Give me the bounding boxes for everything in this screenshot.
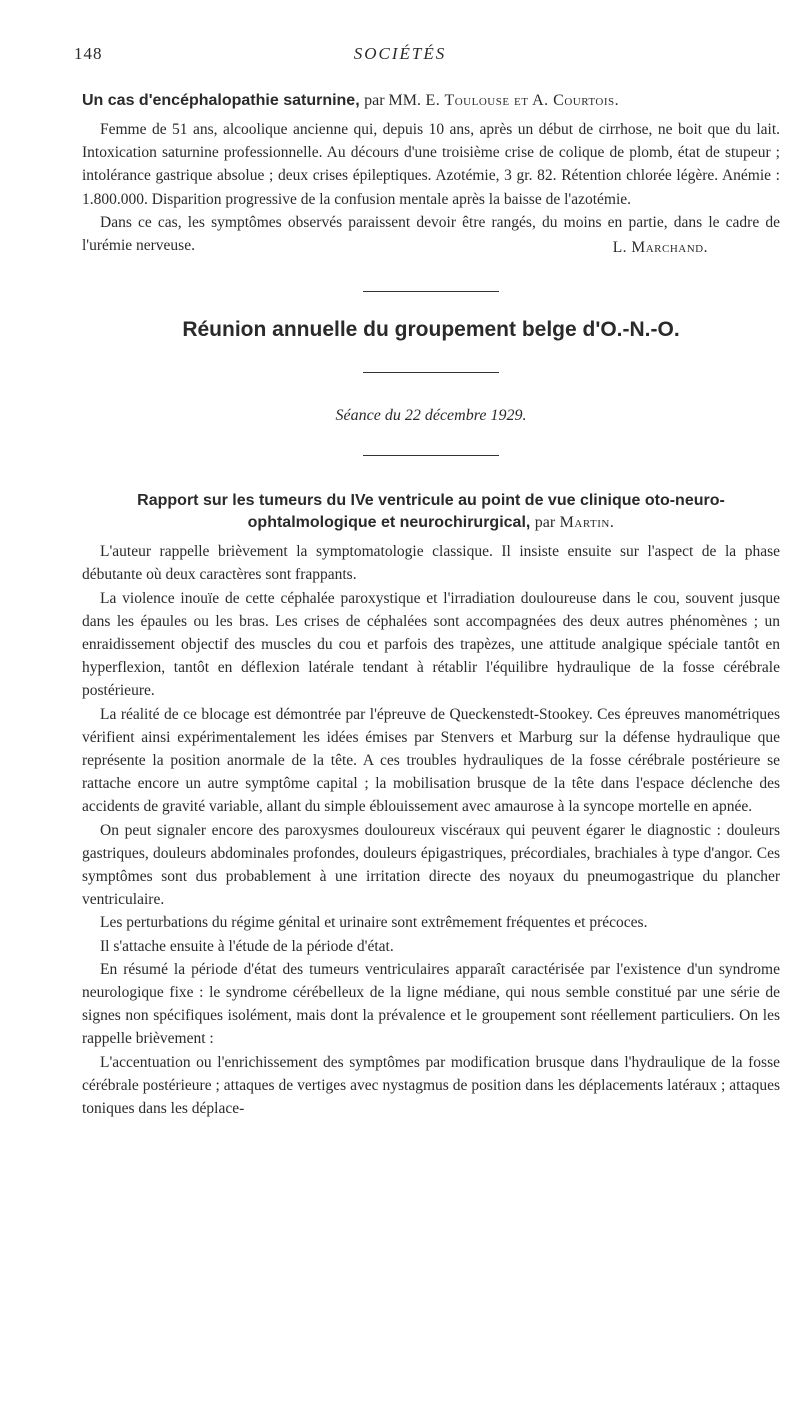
running-head: SOCIÉTÉS	[353, 44, 447, 63]
article2-by: par	[534, 514, 556, 532]
article2-paragraph: En résumé la période d'état des tumeurs ventriculaires apparaît caractérisée par l'existence d'un syndrome neurologique fixe : le syndrome cérébelleux de la ligne médiane, qui nous semble constitué par une série de signes non spécifiques isolément, mais dont la prévalence et le groupement sont réellement particuliers. On les rappelle brièvement :	[82, 960, 780, 1048]
article2-paragraph: Il s'attache ensuite à l'étude de la période d'état.	[100, 937, 394, 955]
page-number: 148	[74, 44, 103, 63]
article2-paragraph: On peut signaler encore des paroxysmes douloureux viscéraux qui peuvent égarer le diagnostic : douleurs gastriques, douleurs abdominales profondes, douleurs épigastriques, précordiales, brachiales à type d'angor. Ces symptômes sont dus probablement à une irritation directe des noyaux du pneumogastrique du plancher ventriculaire.	[82, 821, 780, 909]
article2-paragraph: La violence inouïe de cette céphalée paroxystique et l'irradiation douloureuse dans le cou, souvent jusque dans les épaules ou les bras. Les crises de céphalées sont accompagnées des deux autres phénomènes ; un enraidissement objectif des muscles du cou et parfois des trapèzes, une attitude analgique spéciale tantôt en hyperflexion, tantôt en déflexion latérale tendant à rétablir l'équilibre hydraulique de la fosse cérébrale postérieure.	[82, 589, 780, 700]
article2-heading	[82, 490, 780, 534]
article1-signature: L. Marchand.	[612, 239, 708, 257]
session-date: Séance du 22 décembre 1929.	[335, 407, 527, 425]
article1-paragraph: Dans ce cas, les symptômes observés paraissent devoir être rangés, du moins en partie, dans le cadre de l'urémie nerveuse.	[82, 213, 780, 255]
section-divider	[363, 455, 499, 456]
article2-paragraph: L'accentuation ou l'enrichissement des symptômes par modification brusque dans l'hydraulique de la fosse cérébrale postérieure ; attaques de vertiges avec nystagmus de position dans les déplacements latéraux ; attaques toniques dans les déplace-	[82, 1053, 780, 1118]
article2-author: Martin.	[559, 514, 615, 532]
article1-heading	[82, 90, 780, 112]
page-content	[82, 90, 780, 1120]
article1-authors: E. Toulouse et A. Courtois.	[425, 92, 620, 109]
article1-signature-row	[82, 211, 780, 257]
meeting-title: Réunion annuelle du groupement belge d'O.-N.-O.	[182, 318, 680, 342]
article1-paragraph: Femme de 51 ans, alcoolique ancienne qui, depuis 10 ans, après un début de cirrhose, ne boit que du lait. Intoxication saturnine professionnelle. Au décours d'une troisième crise de colique de plomb, état de stupeur ; intolérance gastrique absolue ; deux crises épileptiques. Azotémie, 3 gr. 82. Rétention chlorée légère. Anémie : 1.800.000. Disparition progressive de la confusion mentale après la baisse de l'azotémie.	[82, 121, 780, 208]
article2-paragraph: Les perturbations du régime génital et urinaire sont extrêmement fréquentes et précoces.	[100, 914, 648, 932]
section-divider	[363, 372, 499, 373]
article2-title: Rapport sur les tumeurs du IVe ventricule au point de vue clinique oto-neuro-ophtalmologique et neurochirurgical,	[137, 492, 725, 532]
page-header	[0, 44, 800, 74]
article2-paragraph: La réalité de ce blocage est démontrée par l'épreuve de Queckenstedt-Stookey. Ces épreuves manométriques vérifient ainsi expérimentalement les idées émises par Stenvers et Marburg sur la défense hydraulique que représente la position anormale de la tête. A ces troubles hydrauliques de la fosse cérébrale postérieure se rattache encore un autre symptôme capital ; la mobilisation brusque de la tête dans l'espace déclenche des accidents de gravité variable, allant du simple éblouissement avec amaurose à la syncope mortelle en apnée.	[82, 705, 780, 816]
article2-paragraph: L'auteur rappelle brièvement la symptomatologie classique. Il insiste ensuite sur l'aspect de la phase débutante où deux caractères sont frappants.	[82, 543, 780, 584]
section-divider	[363, 291, 499, 292]
article1-title: Un cas d'encéphalopathie saturnine,	[82, 92, 360, 109]
article1-by: par MM.	[364, 92, 421, 109]
